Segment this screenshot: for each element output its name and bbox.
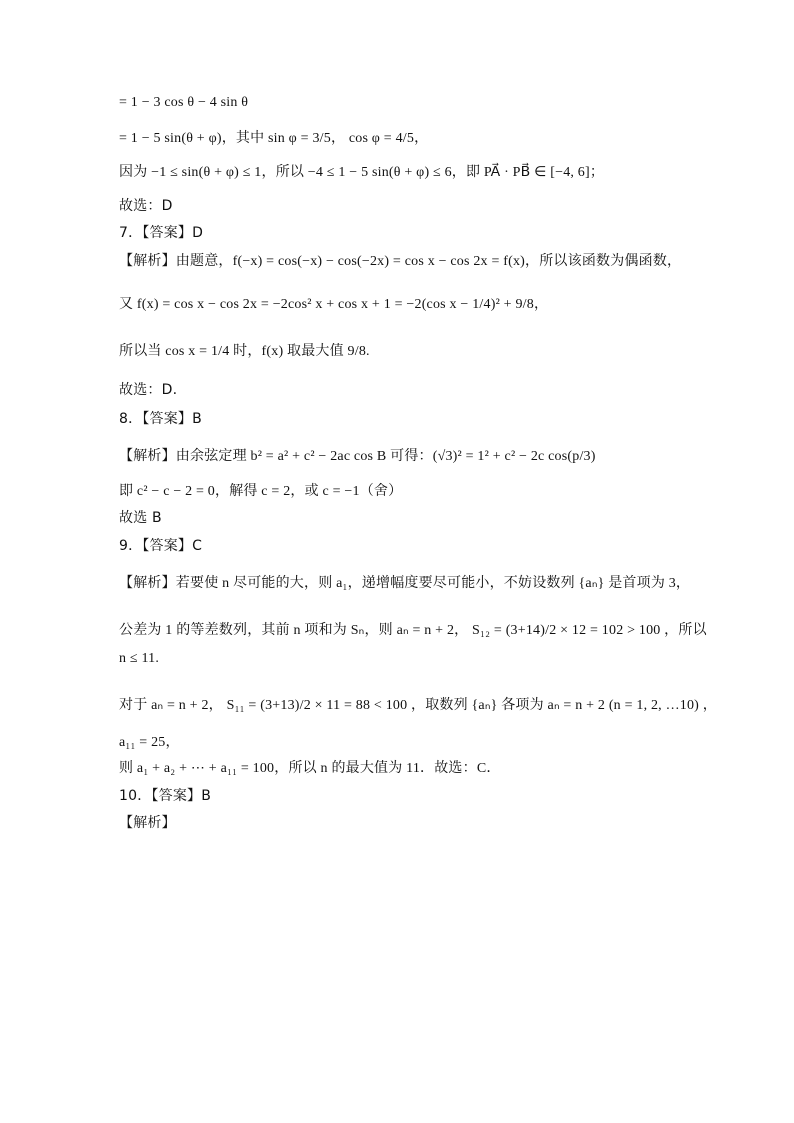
doc-line-22: 【解析】 [119, 815, 176, 831]
doc-line-21: 10．【答案】B [119, 788, 212, 804]
doc-line-1: = 1 − 3 cos θ − 4 sin θ [119, 95, 249, 110]
doc-line-16: 公差为 1 的等差数列，其前 n 项和为 Sₙ，则 aₙ = n + 2， S₁₂ = (3+14)/2 × 12 = 102 > 100 ，所以 [119, 623, 707, 638]
doc-line-9: 故选：D. [119, 382, 178, 398]
doc-line-7: 又 f(x) = cos x − cos 2x = −2cos² x + cos x + 1 = −2(cos x − 1/4)² + 9/8， [119, 297, 549, 312]
doc-line-6: 【解析】由题意，f(−x) = cos(−x) − cos(−2x) = cos x − cos 2x = f(x)，所以该函数为偶函数， [119, 254, 682, 269]
doc-line-4: 故选：D [119, 198, 173, 214]
doc-line-2: = 1 − 5 sin(θ + φ)，其中 sin φ = 3/5， cos φ = 4/5， [119, 131, 429, 146]
doc-line-18: 对于 aₙ = n + 2， S₁₁ = (3+13)/2 × 11 = 88 < 100 ，取数列 {aₙ} 各项为 aₙ = n + 2 (n = 1, 2, …10) ， [119, 698, 717, 713]
doc-line-11: 【解析】由余弦定理 b² = a² + c² − 2ac cos B 可得：(√3)² = 1² + c² − 2c cos(p/3) [119, 449, 596, 464]
doc-line-17: n ≤ 11. [119, 651, 160, 666]
doc-line-19: a₁₁ = 25， [119, 735, 180, 750]
doc-line-15: 【解析】若要使 n 尽可能的大，则 a₁，递增幅度要尽可能小，不妨设数列 {aₙ} 是首项为 3， [119, 576, 691, 591]
doc-line-14: 9．【答案】C [119, 538, 203, 554]
doc-line-13: 故选 B [119, 510, 162, 526]
doc-line-5: 7．【答案】D [119, 225, 204, 241]
doc-line-12: 即 c² − c − 2 = 0，解得 c = 2，或 c = −1（舍） [119, 484, 403, 499]
doc-line-3: 因为 −1 ≤ sin(θ + φ) ≤ 1，所以 −4 ≤ 1 − 5 sin(θ + φ) ≤ 6，即 PA⃗ · PB⃗ ∈ [−4, 6]； [119, 165, 605, 180]
doc-line-20: 则 a₁ + a₂ + ⋯ + a₁₁ = 100，所以 n 的最大值为 11．故选：C． [119, 761, 501, 776]
doc-line-8: 所以当 cos x = 1/4 时，f(x) 取最大值 9/8. [119, 344, 370, 359]
doc-line-10: 8．【答案】B [119, 411, 202, 427]
